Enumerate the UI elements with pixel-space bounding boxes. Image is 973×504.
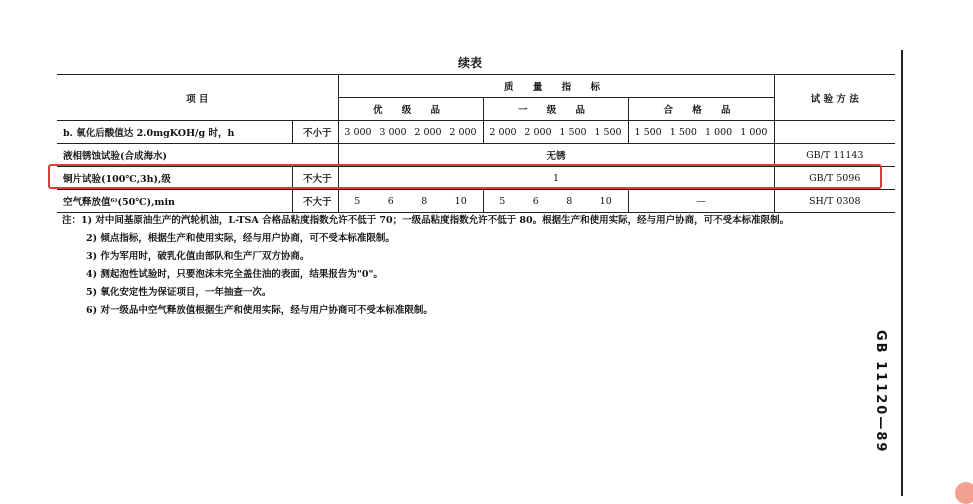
note-6: 6) 对一级品中空气释放值根据生产和使用实际，经与用户协商可不受本标准限制。: [86, 305, 433, 316]
table-title: 续表: [457, 56, 482, 70]
row-item: 液相锈蚀试验(合成海水): [57, 144, 338, 167]
value-cell: 2 000: [489, 126, 517, 138]
page-edge-rule: [901, 50, 903, 496]
row-qualified-values: [628, 121, 774, 144]
row-method: [774, 121, 895, 144]
row-method: GB/T 5096: [774, 167, 895, 190]
value-cell: 5: [354, 195, 361, 207]
value-cell: 8: [566, 195, 573, 207]
value-cell: 3 000: [379, 126, 407, 138]
row-item: 铜片试验(100℃,3h),级: [57, 167, 292, 190]
table-row: [57, 144, 895, 167]
row-method: SH/T 0308: [774, 190, 895, 213]
row-first-values: [483, 121, 628, 144]
table-row: [57, 190, 895, 213]
value-cell: 2 000: [449, 126, 477, 138]
value-cell: 1 500: [669, 126, 697, 138]
value-cell: 5: [499, 195, 506, 207]
row-method: GB/T 11143: [774, 144, 895, 167]
row-merged-value: 1: [338, 167, 774, 190]
note-1: 注：1) 对中间基原油生产的汽轮机油，L-TSA 合格品粘度指数允许不低于 70；一级品粘度指数允许不低于 80。根据生产和使用实际，经与用户协商，可不受本标准限制。: [62, 215, 790, 226]
spec-table: [57, 74, 895, 213]
row-limit: 不大于: [292, 167, 338, 190]
value-cell: 1 000: [705, 126, 733, 138]
row-limit: 不小于: [292, 121, 338, 144]
value-cell: 8: [421, 195, 428, 207]
row-merged-value: 无锈: [338, 144, 774, 167]
value-cell: 6: [532, 195, 539, 207]
value-cell: 2 000: [414, 126, 442, 138]
grade-first: 一 级 品: [483, 98, 628, 121]
value-cell: 10: [599, 195, 612, 207]
row-qualified-dash: —: [628, 190, 774, 213]
note-2: 2) 倾点指标，根据生产和使用实际，经与用户协商，可不受本标准限制。: [86, 233, 395, 244]
value-cell: 2 000: [524, 126, 552, 138]
value-cell: 3 000: [344, 126, 372, 138]
header-item: 项 目: [57, 75, 338, 121]
row-premium-values: [338, 190, 483, 213]
grade-qualified: 合 格 品: [628, 98, 774, 121]
note-3: 3) 作为军用时，破乳化值由部队和生产厂双方协商。: [86, 251, 310, 262]
value-cell: 1 000: [740, 126, 768, 138]
note-5: 5) 氧化安定性为保证项目，一年抽查一次。: [86, 287, 272, 298]
header-row-1: [57, 75, 895, 98]
value-cell: 1 500: [634, 126, 662, 138]
header-test-method: 试 验 方 法: [774, 75, 895, 121]
table-row: [57, 121, 895, 144]
grade-premium: 优 级 品: [338, 98, 483, 121]
row-item: 空气释放值⁶⁾(50℃),min: [57, 190, 292, 213]
table-row-highlighted: [57, 167, 895, 190]
note-4: 4) 测起泡性试验时，只要泡沫未完全盖住油的表面，结果报告为"0"。: [86, 269, 383, 280]
value-cell: 10: [454, 195, 467, 207]
value-cell: 6: [387, 195, 394, 207]
row-premium-values: [338, 121, 483, 144]
header-quality-index: 质 量 指 标: [338, 75, 774, 98]
corner-mark: [955, 482, 973, 504]
notes: [62, 212, 789, 320]
value-cell: 1 500: [594, 126, 622, 138]
row-first-values: [483, 190, 628, 213]
standard-code: GB 11120—89: [873, 330, 888, 454]
value-cell: 1 500: [559, 126, 587, 138]
row-item: b. 氧化后酸值达 2.0mgKOH/g 时，h: [57, 121, 292, 144]
row-limit: 不大于: [292, 190, 338, 213]
